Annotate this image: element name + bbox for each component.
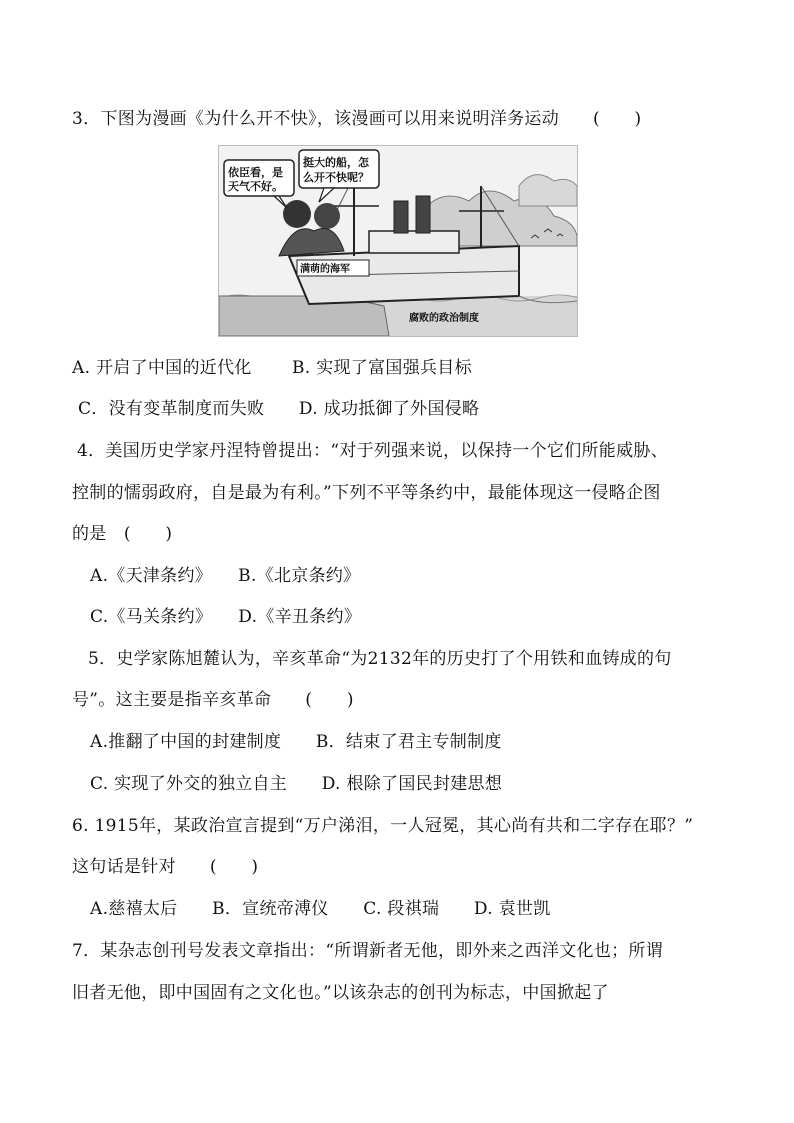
q3-cartoon [218, 145, 578, 337]
q3-options-cd: C．没有变革制度而失败 D. 成功抵御了外国侵略 [78, 399, 480, 419]
q4-options-ab: A.《天津条约》 B.《北京条约》 [90, 566, 361, 586]
bubble-right-line-2: 么开不快呢？ [303, 171, 369, 184]
q4-options-cd: C.《马关条约》 D.《辛丑条约》 [90, 607, 362, 627]
q5-line-1: 5．史学家陈旭麓认为，辛亥革命“为2132年的历史打了个用铁和血铸成的句 [88, 649, 672, 669]
base-label: 腐败的政治制度 [409, 313, 479, 324]
q3-stem [72, 108, 641, 130]
q6-answer-paren: ( ) [209, 857, 259, 877]
q4-line-2: 控制的懦弱政府，自是最为有利。”下列不平等条约中，最能体现这一侵略企图 [72, 483, 661, 503]
bubble-left-line-1: 依臣看，是 [228, 166, 283, 179]
q6-line-1: 6. 1915年，某政治宣言提到“万户涕泪，一人冠冕，其心尚有共和二字存在耶？” [72, 816, 694, 836]
q5-line-2 [72, 689, 354, 711]
bubble-left-line-2: 天气不好。 [228, 180, 283, 193]
q4-line-3: 的是 ( ) [72, 524, 173, 544]
q4-line-1: 4．美国历史学家丹涅特曾提出：“对于列强来说，以保持一个它们所能威胁、 [77, 441, 669, 461]
q5-line-2-text: 号”。这主要是指辛亥革命 [72, 690, 272, 710]
q3-stem-text: 3．下图为漫画《为什么开不快》，该漫画可以用来说明洋务运动 [72, 109, 560, 129]
q7-line-1: 7．某杂志创刊号发表文章指出：“所谓新者无他，即外来之西洋文化也；所谓 [72, 941, 664, 961]
ship-label: 满萌的海军 [300, 264, 350, 275]
q5-options-ab: A.推翻了中国的封建制度 B．结束了君主专制制度 [90, 732, 502, 752]
q3-options-ab: A. 开启了中国的近代化 B. 实现了富国强兵目标 [72, 358, 472, 378]
q6-options: A.慈禧太后 B．宣统帝溥仪 C. 段祺瑞 D. 袁世凯 [90, 899, 551, 919]
cartoon-drawing [219, 146, 577, 336]
q6-line-2-text: 这句话是针对 [72, 857, 176, 877]
bubble-right-line-1: 挺大的船，怎 [303, 156, 369, 169]
q5-options-cd: C. 实现了外交的独立自主 D. 根除了国民封建思想 [90, 774, 503, 794]
q6-line-2 [72, 856, 258, 878]
q3-answer-paren: ( ) [593, 109, 642, 129]
q7-line-2: 旧者无他，即中国固有之文化也。”以该杂志的创刊为标志，中国掀起了 [72, 983, 609, 1003]
q5-answer-paren: ( ) [305, 690, 354, 710]
